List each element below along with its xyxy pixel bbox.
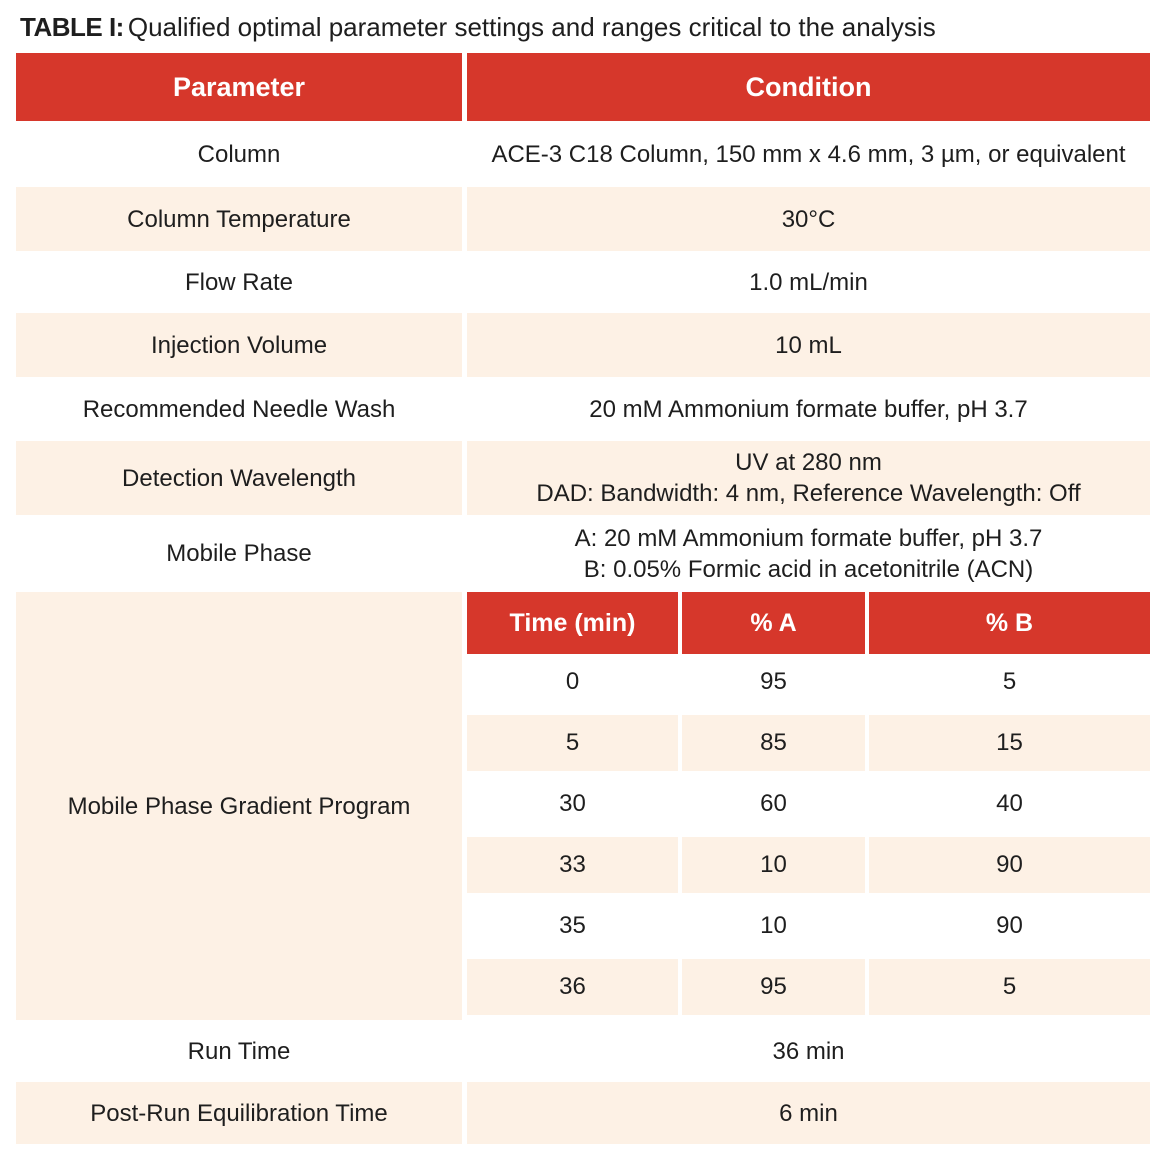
gradient-row	[467, 898, 1150, 959]
gradient-percent-a: 60	[682, 776, 865, 832]
table-caption-label: TABLE I:	[20, 12, 124, 42]
gradient-time: 35	[467, 898, 678, 954]
condition-line: DAD: Bandwidth: 4 nm, Reference Wavelength: Off	[536, 480, 1081, 507]
gradient-percent-b: 90	[869, 898, 1150, 954]
table-row-needle-wash	[16, 377, 1150, 441]
parameter-cell: Column Temperature	[16, 187, 462, 251]
parameter-cell: Flow Rate	[16, 251, 462, 313]
parameter-cell: Run Time	[16, 1020, 462, 1082]
parameter-cell: Column	[16, 121, 462, 187]
gradient-program-table	[467, 592, 1150, 1020]
gradient-row	[467, 959, 1150, 1020]
gradient-row	[467, 837, 1150, 898]
gradient-row	[467, 654, 1150, 715]
gradient-percent-b: 5	[869, 959, 1150, 1015]
gradient-time: 30	[467, 776, 678, 832]
gradient-header-percent-a: % A	[682, 592, 865, 654]
condition-cell: 30°C	[467, 187, 1150, 251]
table-row-column	[16, 121, 1150, 187]
gradient-percent-a: 85	[682, 715, 865, 771]
gradient-percent-b: 5	[869, 654, 1150, 710]
gradient-time: 33	[467, 837, 678, 893]
gradient-percent-a: 95	[682, 959, 865, 1015]
table-row-run-time	[16, 1020, 1150, 1082]
table-row-column-temperature	[16, 187, 1150, 251]
table-row-mobile-phase	[16, 515, 1150, 592]
gradient-header-time: Time (min)	[467, 592, 678, 654]
condition-cell: 10 mL	[467, 313, 1150, 377]
gradient-time: 0	[467, 654, 678, 710]
condition-cell: ACE-3 C18 Column, 150 mm x 4.6 mm, 3 µm, or equivalent	[467, 121, 1150, 187]
condition-line: UV at 280 nm	[735, 449, 882, 476]
condition-cell	[467, 441, 1150, 515]
parameter-cell: Detection Wavelength	[16, 441, 462, 515]
parameter-cell: Mobile Phase	[16, 515, 462, 592]
condition-cell: 1.0 mL/min	[467, 251, 1150, 313]
table-row-detection-wavelength	[16, 441, 1150, 515]
gradient-percent-b: 40	[869, 776, 1150, 832]
parameter-cell: Mobile Phase Gradient Program	[16, 592, 462, 1020]
gradient-header-row	[467, 592, 1150, 654]
column-header-condition: Condition	[467, 53, 1150, 121]
gradient-header-percent-b: % B	[869, 592, 1150, 654]
gradient-percent-a: 10	[682, 837, 865, 893]
condition-cell: 6 min	[467, 1082, 1150, 1144]
table-caption-text: Qualified optimal parameter settings and ranges critical to the analysis	[127, 12, 936, 42]
table-row-injection-volume	[16, 313, 1150, 377]
condition-cell: 20 mM Ammonium formate buffer, pH 3.7	[467, 377, 1150, 441]
table-row-post-run-equilibration	[16, 1082, 1150, 1144]
condition-line: B: 0.05% Formic acid in acetonitrile (ACN)	[583, 555, 1034, 583]
table-caption	[20, 12, 1168, 42]
table-row-gradient-program	[16, 592, 1150, 1020]
gradient-percent-a: 95	[682, 654, 865, 710]
parameter-cell: Injection Volume	[16, 313, 462, 377]
column-header-parameter: Parameter	[16, 53, 462, 121]
parameter-cell: Post-Run Equilibration Time	[16, 1082, 462, 1144]
gradient-percent-b: 15	[869, 715, 1150, 771]
condition-cell: 36 min	[467, 1020, 1150, 1082]
table-header-row	[16, 53, 1150, 121]
gradient-row	[467, 776, 1150, 837]
parameters-table	[16, 53, 1150, 1144]
table-row-flow-rate	[16, 251, 1150, 313]
gradient-time: 5	[467, 715, 678, 771]
parameter-cell: Recommended Needle Wash	[16, 377, 462, 441]
gradient-time: 36	[467, 959, 678, 1015]
gradient-row	[467, 715, 1150, 776]
gradient-percent-b: 90	[869, 837, 1150, 893]
condition-line: A: 20 mM Ammonium formate buffer, pH 3.7	[574, 524, 1043, 552]
condition-cell	[467, 515, 1150, 592]
gradient-percent-a: 10	[682, 898, 865, 954]
